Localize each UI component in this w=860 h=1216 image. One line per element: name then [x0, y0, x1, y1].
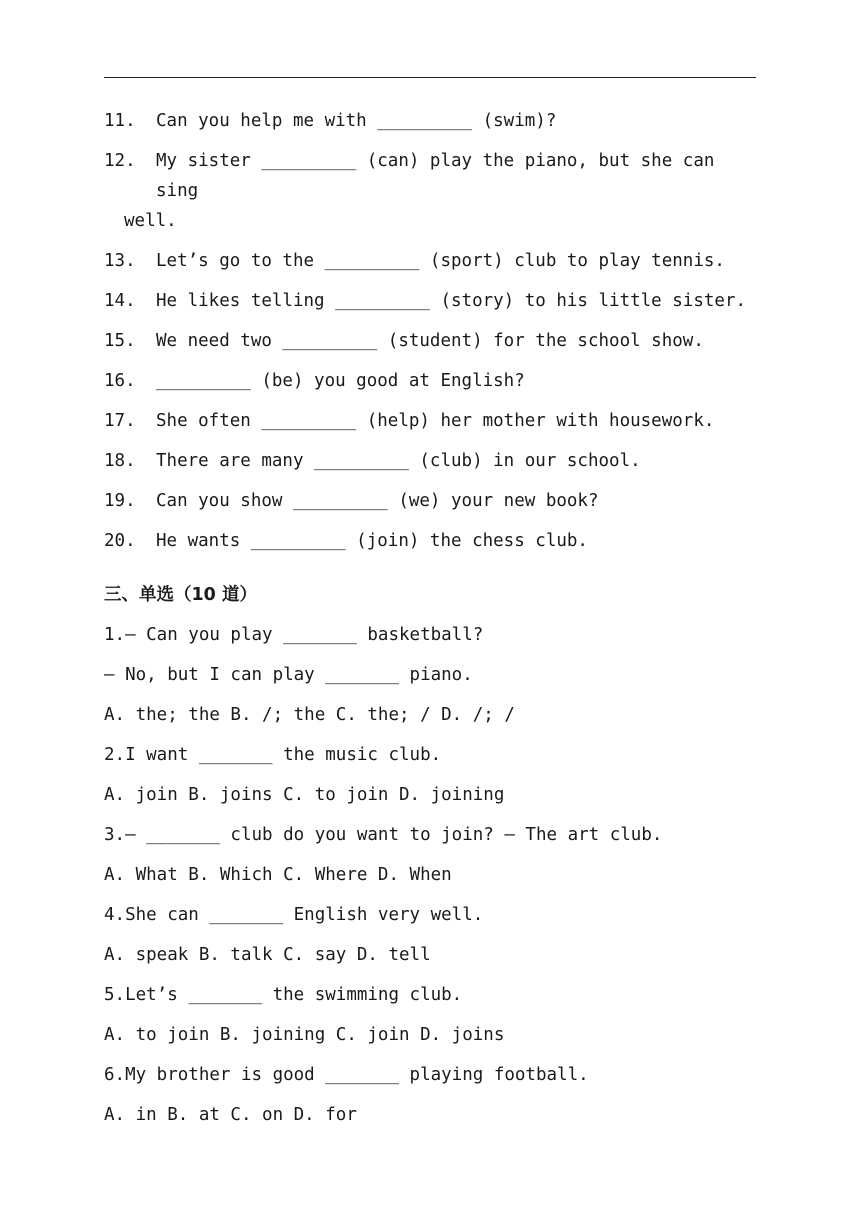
fill-item-15 — [104, 326, 756, 356]
item-text: Let’s go to the _________ (sport) club to play tennis. — [156, 251, 725, 271]
item-number: 15. — [104, 331, 136, 351]
mc-options-4: A. speak B. talk C. say D. tell — [104, 945, 431, 965]
mc-question-2: 2.I want _______ the music club. — [104, 745, 442, 765]
item-text-continued: well. — [124, 211, 177, 231]
mc-question-3: 3.— _______ club do you want to join? — The art club. — [104, 825, 663, 845]
fill-item-16 — [104, 366, 756, 396]
mc-options-5: A. to join B. joining C. join D. joins — [104, 1025, 505, 1045]
item-text: Can you show _________ (we) your new book? — [156, 491, 599, 511]
item-text: _________ (be) you good at English? — [156, 371, 525, 391]
section-title: 三、单选（10 道） — [104, 585, 257, 605]
item-number: 16. — [104, 371, 136, 391]
mc-options-3: A. What B. Which C. Where D. When — [104, 865, 452, 885]
fill-item-18 — [104, 446, 756, 476]
item-number: 13. — [104, 251, 136, 271]
item-number: 18. — [104, 451, 136, 471]
fill-item-13 — [104, 246, 756, 276]
item-text: My sister _________ (can) play the piano, but she can sing — [156, 151, 725, 201]
item-text: Can you help me with _________ (swim)? — [156, 111, 557, 131]
mc-options-2: A. join B. joins C. to join D. joining — [104, 785, 505, 805]
item-text: She often _________ (help) her mother with housework. — [156, 411, 715, 431]
item-number: 12. — [104, 151, 136, 171]
item-number: 11. — [104, 111, 136, 131]
fill-item-19 — [104, 486, 756, 516]
item-text: He wants _________ (join) the chess club. — [156, 531, 588, 551]
mc-question-1: 1.— Can you play _______ basketball? — [104, 625, 484, 645]
item-text: There are many _________ (club) in our school. — [156, 451, 641, 471]
worksheet-content — [104, 106, 756, 1140]
item-number: 17. — [104, 411, 136, 431]
fill-item-12 — [104, 146, 756, 236]
mc-question-5: 5.Let’s _______ the swimming club. — [104, 985, 463, 1005]
item-number: 20. — [104, 531, 136, 551]
fill-item-11 — [104, 106, 756, 136]
item-number: 14. — [104, 291, 136, 311]
mc-options-6: A. in B. at C. on D. for — [104, 1105, 357, 1125]
fill-item-20 — [104, 526, 756, 556]
mc-options-1: A. the; the B. /; the C. the; / D. /; / — [104, 705, 515, 725]
item-text: We need two _________ (student) for the school show. — [156, 331, 704, 351]
item-number: 19. — [104, 491, 136, 511]
mc-question-4: 4.She can _______ English very well. — [104, 905, 484, 925]
fill-item-14 — [104, 286, 756, 316]
item-text: He likes telling _________ (story) to his little sister. — [156, 291, 747, 311]
mc-question-1-line2: — No, but I can play _______ piano. — [104, 665, 473, 685]
mc-question-6: 6.My brother is good _______ playing football. — [104, 1065, 589, 1085]
fill-item-17 — [104, 406, 756, 436]
header-rule — [104, 77, 756, 78]
